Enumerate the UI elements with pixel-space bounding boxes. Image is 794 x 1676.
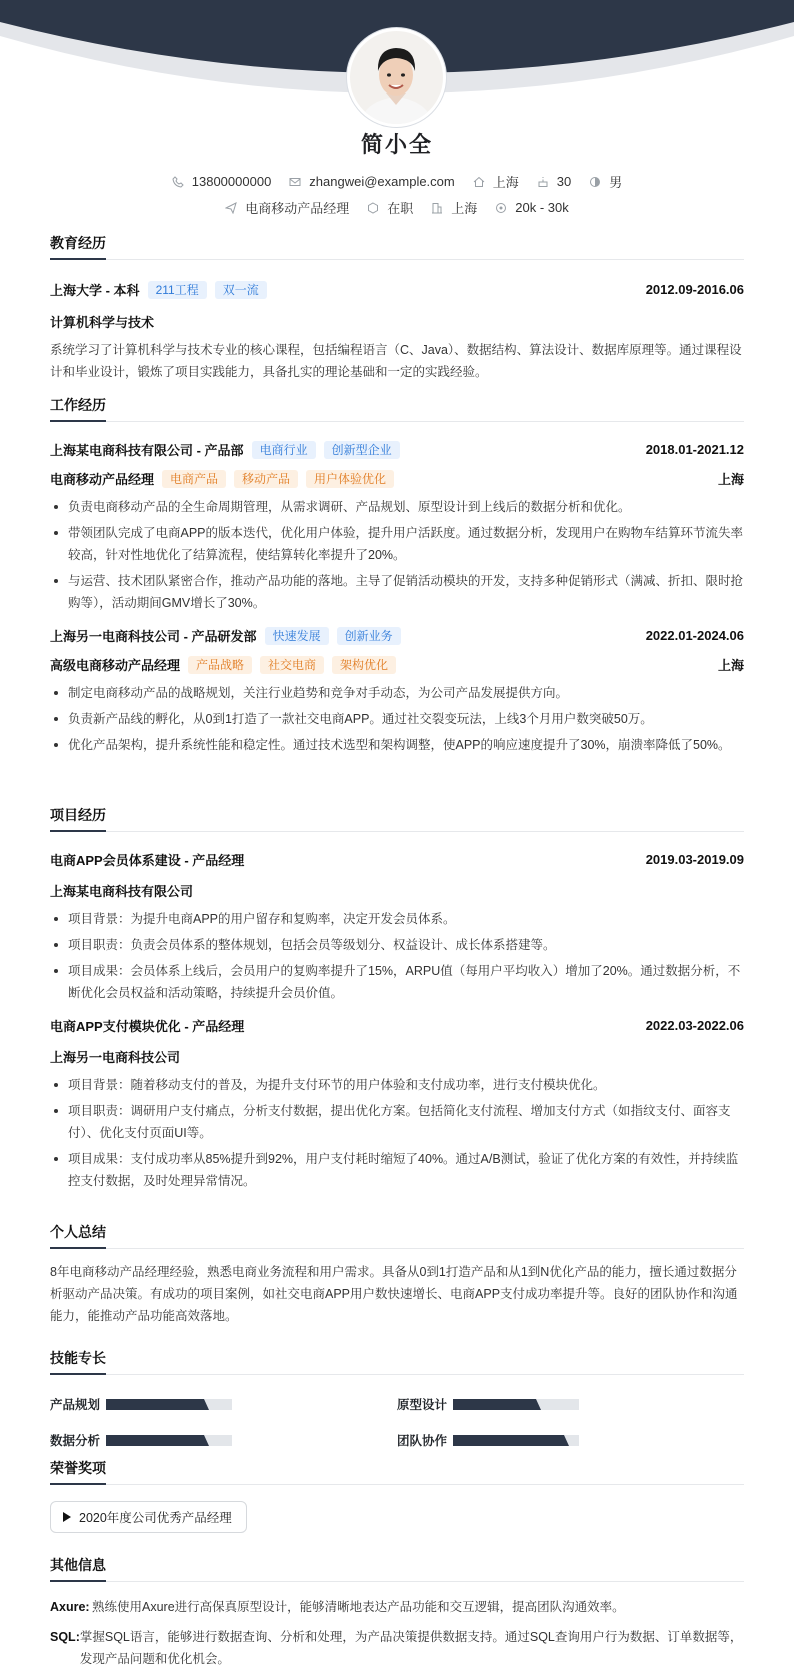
gender-text: 男 <box>609 175 623 190</box>
company-tag: 创新业务 <box>337 627 401 645</box>
company-tag: 创新型企业 <box>324 441 400 459</box>
major: 计算机科学与技术 <box>50 315 155 330</box>
list-item: 项目成果：支付成功率从85%提升到92%，用户支付耗时缩短了40%。通过A/B测试，验证了优化方案的有效性，并持续监控支付数据，及时处理异常情况。 <box>50 1148 744 1192</box>
education-section <box>50 233 744 383</box>
company-tag: 快速发展 <box>265 627 329 645</box>
skill-name: 团队协作 <box>397 1434 448 1448</box>
phone-icon <box>172 176 184 188</box>
other-info-value: 熟练使用Axure进行高保真原型设计，能够清晰地表达产品功能和交互逻辑，提高团队沟通效率。 <box>92 1600 625 1614</box>
skill-item <box>397 1395 744 1413</box>
other-info-row <box>50 1596 744 1618</box>
list-item: 项目背景：随着移动支付的普及，为提升支付环节的用户体验和支付成功率，进行支付模块优化。 <box>50 1074 744 1096</box>
home-icon <box>473 176 485 188</box>
phone-item <box>172 174 272 189</box>
project-header-row <box>50 1016 744 1035</box>
salary-item <box>495 200 568 215</box>
skill-name: 数据分析 <box>50 1434 101 1448</box>
target-position-text: 电商移动产品经理 <box>245 201 350 216</box>
other-info-key: SQL: <box>50 1630 80 1644</box>
section-title: 工作经历 <box>50 395 744 422</box>
skill-name: 原型设计 <box>397 1398 448 1412</box>
company-name: 上海另一电商科技公司 - 产品研发部 <box>50 629 257 644</box>
avatar <box>347 28 446 127</box>
skill-item <box>397 1431 744 1449</box>
phone-text: 13800000000 <box>191 174 272 189</box>
building-icon <box>431 202 443 214</box>
hometown-text: 上海 <box>492 175 519 190</box>
skill-bar <box>453 1399 579 1410</box>
mail-icon <box>289 176 301 188</box>
role-tag: 社交电商 <box>260 656 324 674</box>
age-item <box>537 174 571 189</box>
list-item: 与运营、技术团队紧密合作，推动产品功能的落地。主导了促销活动模块的开发，支持多种促销形式（满减、折扣、限时抢购等），活动期间GMV增长了30%。 <box>50 570 744 614</box>
list-item: 制定电商移动产品的战略规划，关注行业趋势和竞争对手动态，为公司产品发展提供方向。 <box>50 682 744 704</box>
project-company: 上海某电商科技有限公司 <box>50 884 194 899</box>
project-name: 电商APP会员体系建设 - 产品经理 <box>50 853 245 868</box>
gender-icon <box>589 176 601 188</box>
job-intent-row <box>0 198 794 217</box>
job-bullets <box>50 682 744 756</box>
job-bullets <box>50 496 744 614</box>
project-company: 上海另一电商科技公司 <box>50 1050 181 1065</box>
skill-bar <box>106 1399 232 1410</box>
status-text: 在职 <box>387 201 414 216</box>
project-name: 电商APP支付模块优化 - 产品经理 <box>50 1019 245 1034</box>
job-city: 上海 <box>717 658 744 673</box>
skill-grid <box>50 1395 744 1449</box>
project-period: 2022.03-2022.06 <box>645 1018 744 1033</box>
project-bullets <box>50 1074 744 1192</box>
status-item <box>367 198 413 217</box>
job-city: 上海 <box>717 472 744 487</box>
list-item: 优化产品架构，提升系统性能和稳定性。通过技术选型和架构调整，使APP的响应速度提升了30%，崩溃率降低了50%。 <box>50 734 744 756</box>
project-entry <box>50 1016 744 1192</box>
award-text: 2020年度公司优秀产品经理 <box>79 1511 232 1525</box>
summary-section <box>50 1222 744 1327</box>
projects-section <box>50 805 744 1196</box>
hometown-item <box>473 172 519 191</box>
section-title: 荣誉奖项 <box>50 1458 744 1485</box>
email-text: zhangwei@example.com <box>309 174 455 189</box>
awards-section <box>50 1458 744 1533</box>
award-item[interactable] <box>50 1501 247 1533</box>
other-info-value: 掌握SQL语言，能够进行数据查询、分析和处理，为产品决策提供数据支持。通过SQL查询用户行为数据、订单数据等，发现产品问题和优化机会。 <box>79 1630 743 1666</box>
job-period: 2022.01-2024.06 <box>645 628 744 643</box>
job-period: 2018.01-2021.12 <box>645 442 744 457</box>
job-company-row <box>50 626 744 645</box>
company-name: 上海某电商科技有限公司 - 产品部 <box>50 443 244 458</box>
education-tag: 211工程 <box>148 281 207 299</box>
skill-bar <box>453 1435 579 1446</box>
project-header-row <box>50 850 744 869</box>
role-tag: 移动产品 <box>234 470 298 488</box>
project-bullets <box>50 908 744 1004</box>
target-city-text: 上海 <box>451 201 478 216</box>
gender-item <box>589 172 622 191</box>
role-tag: 产品战略 <box>188 656 252 674</box>
other-info-row <box>50 1626 744 1670</box>
job-role-row <box>50 655 744 674</box>
skill-name: 产品规划 <box>50 1398 101 1412</box>
role-name: 高级电商移动产品经理 <box>50 658 181 673</box>
work-section <box>50 395 744 760</box>
job-entry <box>50 626 744 756</box>
other-info-key: Axure: <box>50 1600 90 1614</box>
role-tag: 电商产品 <box>162 470 226 488</box>
coin-icon <box>495 202 507 214</box>
skill-item <box>50 1431 397 1449</box>
education-tag: 双一流 <box>215 281 267 299</box>
skill-bar <box>106 1435 232 1446</box>
education-description: 系统学习了计算机科学与技术专业的核心课程，包括编程语言（C、Java）、数据结构、算法设计、数据库原理等。通过课程设计和毕业设计，锻炼了项目实践能力，具备扎实的理论基础和一定的实践经验。 <box>50 343 742 379</box>
list-item: 项目成果：会员体系上线后，会员用户的复购率提升了15%，ARPU值（每用户平均收入）增加了20%。通过数据分析，不断优化会员权益和活动策略，持续提升会员价值。 <box>50 960 744 1004</box>
other-info-section <box>50 1555 744 1676</box>
education-period: 2012.09-2016.06 <box>645 282 744 297</box>
salary-text: 20k - 30k <box>515 200 569 215</box>
section-title: 教育经历 <box>50 233 744 260</box>
contact-info-row <box>0 172 794 191</box>
list-item: 负责电商移动产品的全生命周期管理，从需求调研、产品规划、原型设计到上线后的数据分析和优化。 <box>50 496 744 518</box>
summary-text: 8年电商移动产品经理经验，熟悉电商业务流程和用户需求。具备从0到1打造产品和从1到N优化产品的能力，擅长通过数据分析驱动产品决策。有成功的项目案例，如社交电商APP用户数快速增长、电商APP支付成功率提升等。良好的团队协作和沟通能力，能推动产品功能高效落地。 <box>50 1265 738 1323</box>
list-item: 带领团队完成了电商APP的版本迭代，优化用户体验，提升用户活跃度。通过数据分析，发现用户在购物车结算环节流失率较高，针对性地优化了结算流程，使结算转化率提升了20%。 <box>50 522 744 566</box>
education-header-row <box>50 280 744 299</box>
job-company-row <box>50 440 744 459</box>
list-item: 负责新产品线的孵化，从0到1打造了一款社交电商APP。通过社交裂变玩法，上线3个月用户数突破50万。 <box>50 708 744 730</box>
section-title: 项目经历 <box>50 805 744 832</box>
caret-right-icon <box>63 1512 71 1522</box>
section-title: 技能专长 <box>50 1348 744 1375</box>
project-period: 2019.03-2019.09 <box>645 852 744 867</box>
list-item: 项目职责：负责会员体系的整体规划，包括会员等级划分、权益设计、成长体系搭建等。 <box>50 934 744 956</box>
list-item: 项目职责：调研用户支付痛点，分析支付数据，提出优化方案。包括简化支付流程、增加支付方式（如指纹支付、面容支付）、优化支付页面UI等。 <box>50 1100 744 1144</box>
job-entry <box>50 440 744 614</box>
section-title: 其他信息 <box>50 1555 744 1582</box>
skill-bar-fill <box>106 1399 204 1410</box>
send-icon <box>225 202 237 214</box>
role-tag: 架构优化 <box>332 656 396 674</box>
skill-bar-fill <box>106 1435 204 1446</box>
status-icon <box>367 202 379 214</box>
skills-section <box>50 1348 744 1449</box>
role-name: 电商移动产品经理 <box>50 472 155 487</box>
skill-item <box>50 1395 397 1413</box>
skill-bar-fill <box>453 1399 536 1410</box>
age-text: 30 <box>556 174 572 189</box>
cake-icon <box>537 176 549 188</box>
section-title: 个人总结 <box>50 1222 744 1249</box>
school-name: 上海大学 - 本科 <box>50 283 140 298</box>
candidate-name: 简小全 <box>360 132 433 157</box>
project-entry <box>50 850 744 1004</box>
target-position-item <box>225 198 349 217</box>
role-tag: 用户体验优化 <box>306 470 394 488</box>
company-tag: 电商行业 <box>252 441 316 459</box>
skill-bar-fill <box>453 1435 564 1446</box>
job-role-row <box>50 469 744 488</box>
email-item <box>289 174 454 189</box>
list-item: 项目背景：为提升电商APP的用户留存和复购率，决定开发会员体系。 <box>50 908 744 930</box>
target-city-item <box>431 198 477 217</box>
